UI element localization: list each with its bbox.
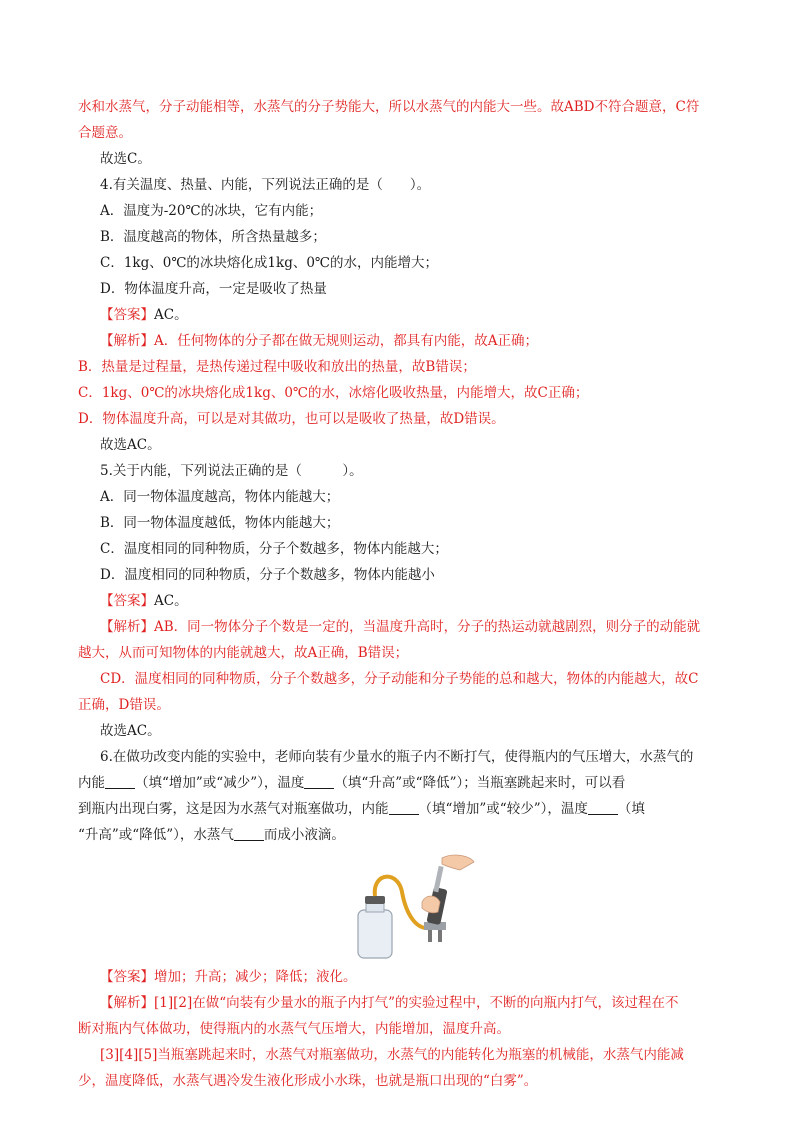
pump-bottle-illustration [350,852,480,962]
q4-analysis-c: C．1kg、0℃的冰块熔化成1kg、0℃的水，冰熔化吸收热量，内能增大，故C正确； [78,385,589,401]
intro-choose: 故选C。 [100,151,151,167]
stem-text: （填“增加”或“减少”），温度 [135,775,305,791]
q5-choose: 故选AC。 [100,723,161,739]
q5-option-b: B．同一物体温度越低，物体内能越大； [100,515,340,531]
analysis-text: [1][2]在做“向装有少量水的瓶子内打气”的实验过程中，不断的向瓶内打气，该过程在不 [154,995,679,1011]
answer-text: AC。 [154,593,188,609]
q6-analysis-2b: 少，温度降低，水蒸气遇冷发生液化形成小水珠，也就是瓶口出现的“白雾”。 [78,1073,538,1089]
answer-tag: 【答案】 [100,307,154,323]
q5-analysis-1b: 越大，从而可知物体的内能就越大，故A正确，B错误； [78,645,409,661]
q4-analysis-d: D．物体温度升高，可以是对其做功，也可以是吸收了热量，故D错误。 [78,411,505,427]
q4-option-a: A．温度为-20℃的冰块，它有内能； [100,203,323,219]
q6-stem-1: 6.在做功改变内能的实验中，老师向装有少量水的瓶子内不断打气，使得瓶内的气压增大，水蒸气的 [100,749,694,765]
q4-answer [78,302,723,328]
analysis-tag: 【解析】 [100,333,154,349]
stem-text: （填“升高”或“降低”）；当瓶塞跳起来时，可以看 [334,775,626,791]
answer-tag: 【答案】 [100,593,154,609]
q5-analysis-1a [78,614,723,640]
stem-text: （填“增加”或“较少”），温度 [418,801,588,817]
q4-analysis-b: B．热量是过程量，是热传递过程中吸收和放出的热量，故B错误； [78,359,476,375]
q5-answer [78,588,723,614]
analysis-tag: 【解析】 [100,995,154,1011]
q4-choose: 故选AC。 [100,437,161,453]
answer-blank [304,774,334,789]
q6-stem-4 [78,822,723,848]
q6-analysis-2a: [3][4][5]当瓶塞跳起来时，水蒸气对瓶塞做功，水蒸气的内能转化为瓶塞的机械能，水蒸气内能减 [100,1047,684,1063]
answer-blank [234,826,264,841]
stem-text: 而成小液滴。 [263,827,345,843]
answer-tag: 【答案】 [100,969,154,985]
stem-text: “升高”或“降低”），水蒸气 [78,827,234,843]
analysis-text: AB．同一物体分子个数是一定的，当温度升高时，分子的热运动就越剧烈，则分子的动能就 [154,619,701,635]
q4-option-d: D．物体温度升高，一定是吸收了热量 [100,281,327,297]
q6-stem-3 [78,796,723,822]
q6-stem-2 [78,770,723,796]
q4-analysis-a [78,328,723,354]
q5-analysis-2b: 正确，D错误。 [78,697,170,713]
intro-line: 水和水蒸气，分子动能相等，水蒸气的分子势能大，所以水蒸气的内能大一些。故ABD不符合题意，C符 [78,99,700,115]
q5-option-a: A．同一物体温度越高，物体内能越大； [100,489,340,505]
q4-stem: 4.有关温度、热量、内能，下列说法正确的是（ ）。 [100,177,431,193]
answer-blank [105,774,135,789]
pump-bottle-figure [78,852,723,964]
stem-text: 内能 [78,775,105,791]
q4-option-b: B．温度越高的物体，所含热量越多； [100,229,326,245]
q6-analysis-1b: 断对瓶内气体做功，使得瓶内的水蒸气气压增大，内能增加，温度升高。 [78,1021,510,1037]
answer-text: AC。 [154,307,188,323]
q5-option-c: C．温度相同的同种物质，分子个数越多，物体内能越大； [100,541,448,557]
q4-option-c: C．1kg、0℃的冰块熔化成1kg、0℃的水，内能增大； [100,255,439,271]
analysis-tag: 【解析】 [100,619,154,635]
analysis-text: A．任何物体的分子都在做无规则运动，都具有内能，故A正确； [154,333,538,349]
answer-blank [588,800,618,815]
q6-analysis-1a [78,990,723,1016]
q5-stem: 5.关于内能，下列说法正确的是（ ）。 [100,463,363,479]
q6-answer [78,964,723,990]
q5-analysis-2a: CD．温度相同的同种物质，分子个数越多，分子动能和分子势能的总和越大，物体的内能越大，故C [100,671,699,687]
intro-line: 合题意。 [78,125,132,141]
stem-text: （填 [617,801,645,817]
answer-text: 增加；升高；减少；降低；液化。 [154,969,357,985]
answer-blank [389,800,419,815]
stem-text: 到瓶内出现白雾，这是因为水蒸气对瓶塞做功，内能 [78,801,389,817]
document-page [78,94,723,1094]
q5-option-d: D．温度相同的同种物质，分子个数越多，物体内能越小 [100,567,435,583]
